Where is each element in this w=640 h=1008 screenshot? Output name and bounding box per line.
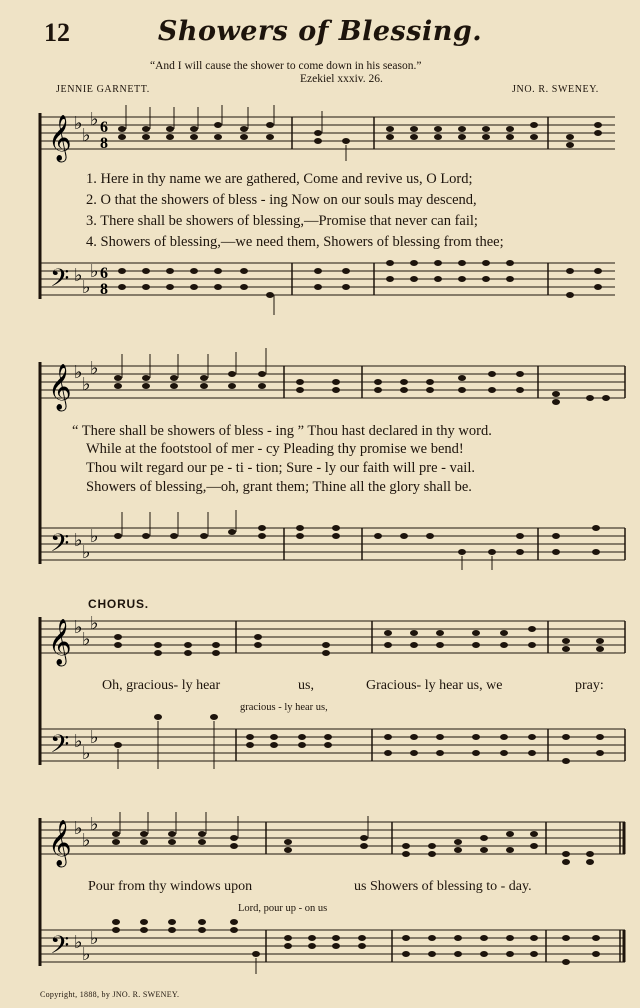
svg-text:♭: ♭ [90, 613, 99, 634]
verse-3-line-a: 3. There shall be showers of blessing,—Promise that never can fail; [86, 213, 478, 229]
svg-text:♭: ♭ [74, 362, 83, 383]
svg-text:♭: ♭ [82, 125, 91, 146]
svg-text:♭: ♭ [74, 617, 83, 638]
verse-4-line-a: 4. Showers of blessing,—we need them, Showers of blessing from thee; [86, 234, 504, 250]
svg-text:♭: ♭ [74, 731, 83, 752]
svg-text:♭: ♭ [82, 944, 91, 965]
music-system-3 [0, 605, 640, 775]
bass-clef-icon: 𝄢 [50, 529, 70, 564]
svg-text:♭: ♭ [74, 265, 83, 286]
svg-text:6: 6 [100, 119, 108, 136]
svg-text:8: 8 [100, 281, 108, 298]
verse-1-line-b: “ There shall be showers of bless - ing ” Thou hast declared in thy word. [72, 423, 492, 439]
svg-text:8: 8 [100, 135, 108, 152]
bass-clef-icon: 𝄢 [50, 730, 70, 765]
svg-text:♭: ♭ [74, 530, 83, 551]
treble-notes-3 [114, 626, 604, 656]
svg-text:♭: ♭ [90, 814, 99, 835]
svg-text:♭: ♭ [82, 277, 91, 298]
chorus-label: CHORUS. [88, 597, 149, 611]
svg-text:♭: ♭ [90, 526, 99, 547]
treble-clef-icon: 𝄞 [48, 364, 72, 410]
chorus-lyric-1b: us, [298, 678, 314, 693]
svg-text:♭: ♭ [82, 743, 91, 764]
treble-staff-3 [40, 621, 625, 653]
verse-2-line-a: 2. O that the showers of bless - ing Now on our souls may descend, [86, 192, 477, 208]
verse-3-line-b: Thou wilt regard our pe - ti - tion; Sure - ly our faith will pre - vail. [86, 460, 475, 476]
verse-4-line-b: Showers of blessing,—oh, grant them; Thine all the glory shall be. [86, 479, 472, 495]
treble-clef-icon: 𝄞 [48, 820, 72, 866]
chorus-bass-lyric-2: Lord, pour up - on us [238, 903, 328, 914]
music-system-1 [0, 95, 640, 325]
chorus-lyric-1a: Oh, gracious- ly hear [102, 678, 221, 693]
svg-text:♭: ♭ [82, 374, 91, 395]
bass-clef-icon: 𝄢 [50, 264, 70, 299]
svg-text:6: 6 [100, 265, 108, 282]
treble-clef-icon: 𝄞 [48, 115, 72, 161]
treble-staff-4 [40, 822, 625, 854]
epigraph [150, 60, 421, 86]
svg-text:♭: ♭ [90, 358, 99, 379]
svg-text:♭: ♭ [82, 542, 91, 563]
chorus-lyric-2b: us Showers of blessing to - day. [354, 879, 532, 894]
svg-text:♭: ♭ [90, 261, 99, 282]
page-number: 12 [44, 18, 70, 47]
verse-1-line-a: 1. Here in thy name we are gathered, Come and revive us, O Lord; [86, 171, 473, 187]
bass-clef-icon: 𝄢 [50, 931, 70, 966]
svg-text:♭: ♭ [90, 109, 99, 130]
composer-credit: JNO. R. SWENEY. [512, 84, 599, 95]
svg-text:♭: ♭ [74, 932, 83, 953]
key-signature-flats [74, 613, 99, 764]
epigraph-reference: Ezekiel xxxiv. 26. [300, 73, 383, 85]
chorus-lyric-1c: Gracious- ly hear us, we [366, 678, 503, 693]
author-credit: JENNIE GARNETT. [56, 84, 150, 95]
bass-staff-1 [40, 263, 615, 295]
copyright-notice: Copyright, 1888, by JNO. R. SWENEY. [40, 990, 180, 999]
bass-notes-2 [114, 510, 600, 570]
bass-staff-3 [40, 729, 625, 761]
svg-text:♭: ♭ [90, 727, 99, 748]
svg-text:♭: ♭ [74, 818, 83, 839]
chorus-bass-lyric-1: gracious - ly hear us, [240, 702, 328, 713]
hymn-title: Showers of Blessing. [157, 16, 483, 47]
treble-clef-icon: 𝄞 [48, 619, 72, 665]
svg-text:♭: ♭ [90, 928, 99, 949]
music-system-4 [0, 802, 640, 992]
svg-text:♭: ♭ [82, 629, 91, 650]
chorus-lyric-1d: pray: [575, 678, 604, 693]
svg-text:♭: ♭ [82, 830, 91, 851]
svg-text:♭: ♭ [74, 113, 83, 134]
epigraph-quote: “And I will cause the shower to come down in his season.” [150, 60, 422, 72]
verse-2-line-b: While at the footstool of mer - cy Pleading thy promise we bend! [86, 441, 464, 457]
chorus-lyric-2a: Pour from thy windows upon [88, 879, 253, 894]
